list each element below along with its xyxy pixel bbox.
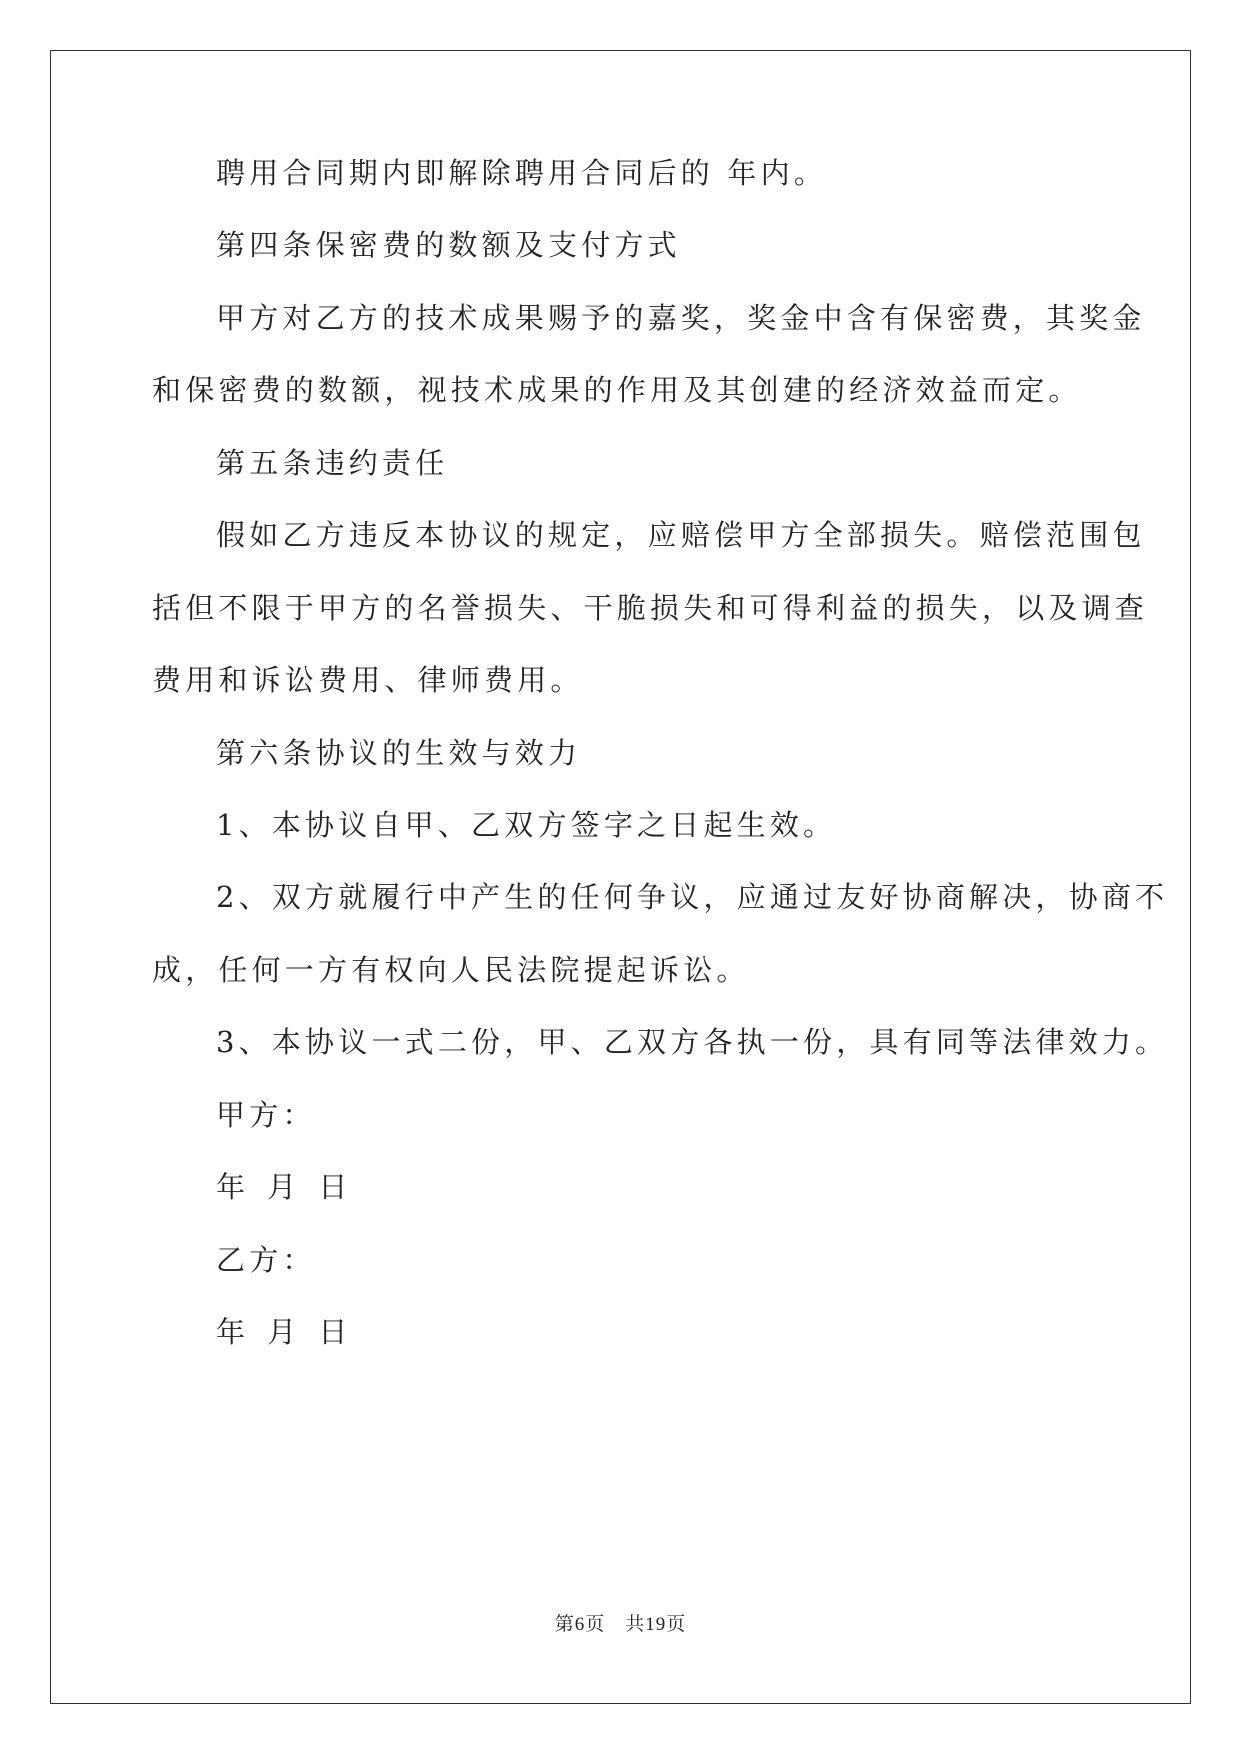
date-year: 年 xyxy=(216,1170,250,1204)
section-heading-5: 第五条违约责任 xyxy=(216,446,449,480)
clause-2-line-2: 成，任何一方有权向人民法院提起诉讼。 xyxy=(152,953,750,987)
date-month: 月 xyxy=(267,1170,301,1204)
date-day: 日 xyxy=(318,1170,352,1204)
text-line-3: 甲方对乙方的技术成果赐予的嘉奖，奖金中含有保密费，其奖金 xyxy=(216,301,1146,335)
party-b-label: 乙方： xyxy=(216,1243,316,1277)
clause-3: 3、本协议一式二份，甲、乙双方各执一份，具有同等法律效力。 xyxy=(216,1025,1169,1059)
page-number: 6 xyxy=(574,1614,586,1635)
section-heading-4: 第四条保密费的数额及支付方式 xyxy=(216,228,681,262)
text-line-6: 假如乙方违反本协议的规定，应赔偿甲方全部损失。赔偿范围包 xyxy=(216,518,1146,552)
text-line-4: 和保密费的数额，视技术成果的作用及其创建的经济效益而定。 xyxy=(152,373,1082,407)
party-b-date xyxy=(216,1312,370,1352)
date-month: 月 xyxy=(267,1315,301,1349)
total-suffix: 页 xyxy=(666,1613,687,1635)
page-suffix: 页 xyxy=(585,1613,606,1635)
party-a-date xyxy=(216,1167,370,1207)
date-day: 日 xyxy=(318,1315,352,1349)
date-year: 年 xyxy=(216,1315,250,1349)
total-pages: 19 xyxy=(645,1614,667,1635)
section-heading-6: 第六条协议的生效与效力 xyxy=(216,736,582,770)
page-prefix: 第 xyxy=(554,1613,575,1635)
clause-2-line-1: 2、双方就履行中产生的任何争议，应通过友好协商解决，协商不 xyxy=(216,880,1169,914)
total-prefix: 共 xyxy=(625,1613,646,1635)
page-footer xyxy=(0,1612,1241,1637)
text-line-1: 聘用合同期内即解除聘用合同后的 年内。 xyxy=(216,156,828,190)
party-a-label: 甲方： xyxy=(216,1098,316,1132)
clause-1: 1、本协议自甲、乙双方签字之日起生效。 xyxy=(216,808,837,842)
text-line-7: 括但不限于甲方的名誉损失、干脆损失和可得利益的损失，以及调查 xyxy=(152,591,1149,625)
text-line-8: 费用和诉讼费用、律师费用。 xyxy=(152,663,584,697)
